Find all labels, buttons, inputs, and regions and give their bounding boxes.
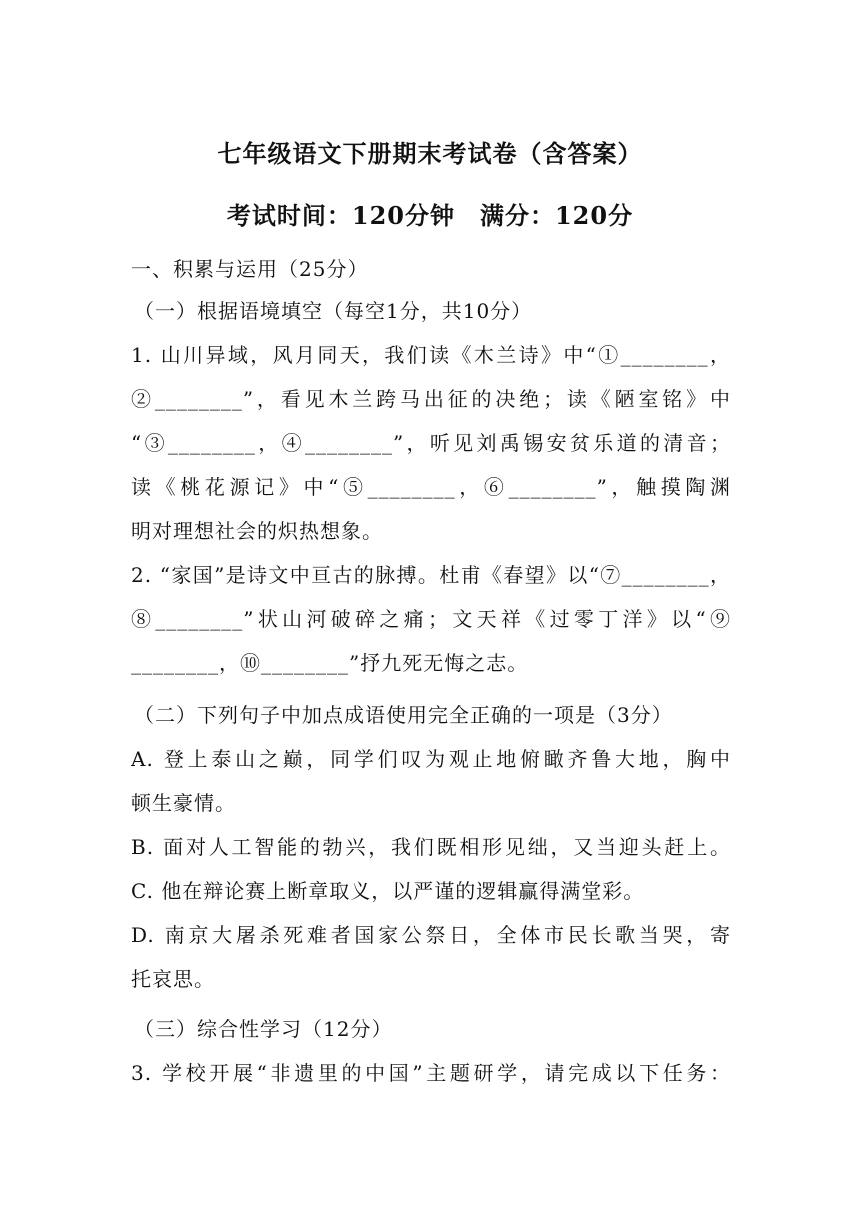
section-heading: 一、积累与运用（25分） — [131, 257, 369, 281]
option-c: C. 他在辩论赛上断章取义，以严谨的逻辑赢得满堂彩。 — [131, 879, 645, 903]
part-heading-idioms: （二）下列句子中加点成语使用完全正确的一项是（3分） — [134, 703, 673, 727]
option-d-line: 托哀思。 — [131, 967, 215, 991]
option-b: B. 面对人工智能的勃兴，我们既相形见绌，又当迎头赶上。 — [131, 835, 731, 859]
question-1-line: 明对理想社会的炽热想象。 — [131, 519, 383, 543]
exam-title: 七年级语文下册期末考试卷（含答案） — [217, 139, 643, 168]
question-1-line: ②________”，看见木兰跨马出征的决绝；读《陋室铭》中 — [131, 387, 731, 411]
question-2-line: ________，⑩________”抒九死无悔之志。 — [131, 651, 529, 675]
question-1-line: 1. 山川异域，风月同天，我们读《木兰诗》中“①________， — [131, 343, 731, 367]
option-a-line: A. 登上泰山之巅，同学们叹为观止地俯瞰齐鲁大地，胸中 — [131, 747, 731, 771]
exam-info: 考试时间：120分钟 满分：120分 — [226, 201, 634, 230]
question-2-line: ⑧________”状山河破碎之痛；文天祥《过零丁洋》以“⑨ — [131, 607, 731, 631]
question-1-line: “③________，④________”，听见刘禹锡安贫乐道的清音； — [131, 431, 731, 455]
part-heading-fill-in: （一）根据语境填空（每空1分，共10分） — [134, 299, 533, 323]
question-3: 3. 学校开展“非遗里的中国”主题研学，请完成以下任务： — [131, 1061, 731, 1085]
question-1-line: 读《桃花源记》中“⑤________，⑥________”，触摸陶渊 — [131, 475, 731, 499]
option-d-line: D. 南京大屠杀死难者国家公祭日，全体市民长歌当哭，寄 — [131, 923, 731, 947]
part-heading-comprehensive: （三）综合性学习（12分） — [134, 1017, 393, 1041]
question-2-line: 2. “家国”是诗文中亘古的脉搏。杜甫《春望》以“⑦________， — [131, 563, 731, 587]
option-a-line: 顿生豪情。 — [131, 791, 236, 815]
